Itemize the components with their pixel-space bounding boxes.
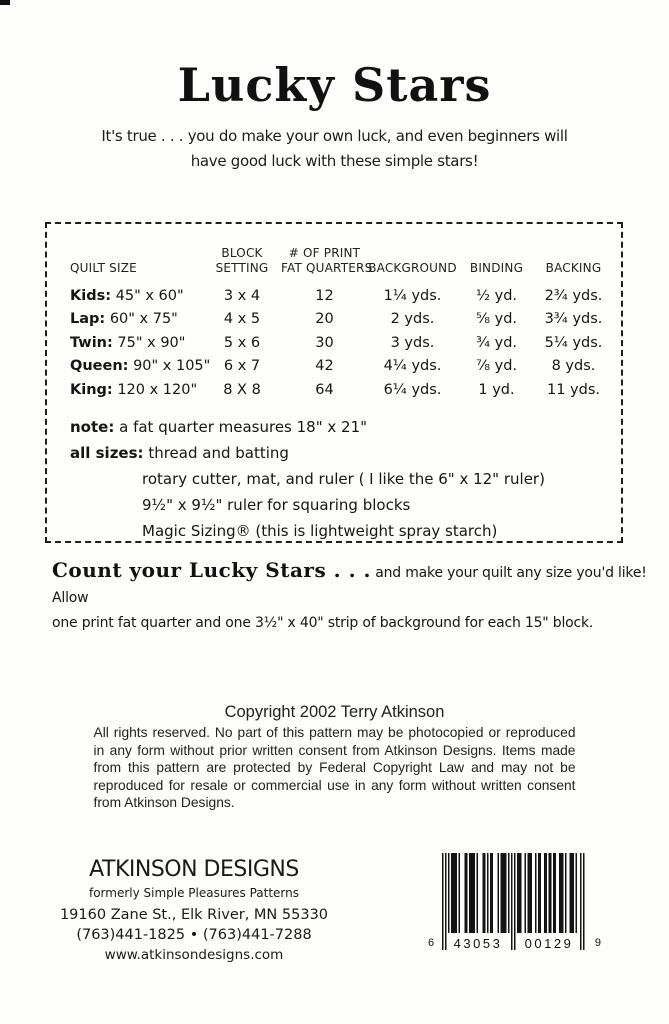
barcode-group-2: 00129 xyxy=(524,936,574,951)
row-size: 45" x 60" xyxy=(115,287,184,304)
cell-fat-quarters: 12 xyxy=(315,287,334,304)
cell-setting: 6 x 7 xyxy=(223,358,261,375)
cell-backing: 8 yds. xyxy=(551,358,596,375)
cell-binding: ½ yd. xyxy=(475,287,518,304)
row-size: 90" x 105" xyxy=(133,358,211,375)
table-row-king xyxy=(61,378,611,402)
note-line: note: a fat quarter measures 18" x 21" xyxy=(70,418,368,436)
cell-fat-quarters: 42 xyxy=(315,358,334,375)
row-size: 60" x 75" xyxy=(109,311,178,328)
yardage-table xyxy=(61,246,611,402)
table-row-lap xyxy=(61,308,611,332)
tagline-line2: have good luck with these simple stars! xyxy=(190,152,479,170)
all-sizes-line: all sizes: thread and batting xyxy=(70,444,289,462)
col-header-binding: BINDING xyxy=(469,261,524,275)
publisher-address: 19160 Zane St., Elk River, MN 55330 xyxy=(59,907,329,923)
cell-backing: 5¼ yds. xyxy=(544,334,603,351)
row-label: Queen: xyxy=(70,358,129,375)
barcode-digit-left: 6 xyxy=(428,937,435,949)
count-text-line1: and make your quilt any size you'd like! Allow xyxy=(52,565,647,606)
table-row-queen xyxy=(61,355,611,379)
row-label: Kids: xyxy=(70,287,112,304)
col-header-quilt-size: QUILT SIZE xyxy=(70,261,137,275)
all-sizes-label: all sizes: xyxy=(70,444,144,462)
cell-backing: 2¾ yds. xyxy=(544,287,603,304)
publisher-website: www.atkinsondesigns.com xyxy=(104,947,284,963)
cell-setting: 4 x 5 xyxy=(223,311,261,328)
col-header-background: BACKGROUND xyxy=(368,261,457,275)
cell-fat-quarters: 64 xyxy=(315,381,334,398)
row-size: 75" x 90" xyxy=(117,334,186,351)
copyright-block xyxy=(0,703,669,812)
cell-backing: 3¾ yds. xyxy=(544,311,603,328)
cell-setting: 3 x 4 xyxy=(223,287,261,304)
col-header-block-setting: BLOCK SETTING xyxy=(215,246,269,275)
row-size: 120 x 120" xyxy=(117,381,198,398)
cell-background: 1¼ yds. xyxy=(383,287,442,304)
scan-artifact xyxy=(0,0,10,5)
count-text-line2: one print fat quarter and one 3½" x 40" strip of background for each 15" block. xyxy=(52,615,594,631)
count-your-stars-paragraph xyxy=(52,558,652,636)
cell-binding: ⅞ yd. xyxy=(475,358,518,375)
yardage-chart-box xyxy=(45,222,623,543)
row-label: King: xyxy=(70,381,113,398)
cell-binding: ⅝ yd. xyxy=(475,311,518,328)
barcode-digit-right: 9 xyxy=(594,937,601,949)
supplies-item: Magic Sizing® (this is lightweight spray starch) xyxy=(142,522,498,540)
tagline xyxy=(0,124,669,174)
cell-fat-quarters: 20 xyxy=(315,311,334,328)
table-header-row xyxy=(61,246,611,284)
cell-binding: ¾ yd. xyxy=(475,334,518,351)
publisher-block xyxy=(43,856,345,965)
page-title: Lucky Stars xyxy=(177,58,492,112)
cell-background: 3 yds. xyxy=(390,334,435,351)
table-row-kids xyxy=(61,284,611,308)
cell-fat-quarters: 30 xyxy=(315,334,334,351)
publisher-phones: (763)441-1825 • (763)441-7288 xyxy=(76,927,312,943)
publisher-formerly: formerly Simple Pleasures Patterns xyxy=(88,886,300,900)
cell-backing: 11 yds. xyxy=(546,381,600,398)
row-label: Twin: xyxy=(70,334,113,351)
cell-background: 6¼ yds. xyxy=(383,381,442,398)
col-header-fat-quarters: # OF PRINT FAT QUARTERS xyxy=(281,246,373,275)
count-heading: Count your Lucky Stars . . . xyxy=(52,558,371,582)
barcode-group-1: 43053 xyxy=(453,936,503,951)
cell-binding: 1 yd. xyxy=(478,381,515,398)
cell-background: 2 yds. xyxy=(390,311,435,328)
cell-setting: 5 x 6 xyxy=(223,334,261,351)
row-label: Lap: xyxy=(70,311,106,328)
cell-setting: 8 X 8 xyxy=(223,381,261,398)
col-header-backing: BACKING xyxy=(545,261,602,275)
copyright-body: All rights reserved. No part of this pattern may be photocopied or reproduced in any form without prior written consent from Atkinson Designs. Items made from this pattern are protected by Federal Copyright Law and may not be reproduced for resale or commercial use in any form without written consent from Atkinson Designs. xyxy=(93,725,576,810)
note-label: note: xyxy=(70,418,115,436)
supplies-item: 9½" x 9½" ruler for squaring blocks xyxy=(142,496,411,514)
upc-barcode xyxy=(428,853,603,965)
tagline-line1: It's true . . . you do make your own luck, and even beginners will xyxy=(101,127,568,145)
cell-background: 4¼ yds. xyxy=(383,358,442,375)
table-row-twin xyxy=(61,331,611,355)
notes-block xyxy=(70,414,610,544)
copyright-title: Copyright 2002 Terry Atkinson xyxy=(224,703,445,721)
supplies-item: rotary cutter, mat, and ruler ( I like the 6" x 12" ruler) xyxy=(142,470,545,488)
publisher-name: ATKINSON DESIGNS xyxy=(89,857,299,882)
